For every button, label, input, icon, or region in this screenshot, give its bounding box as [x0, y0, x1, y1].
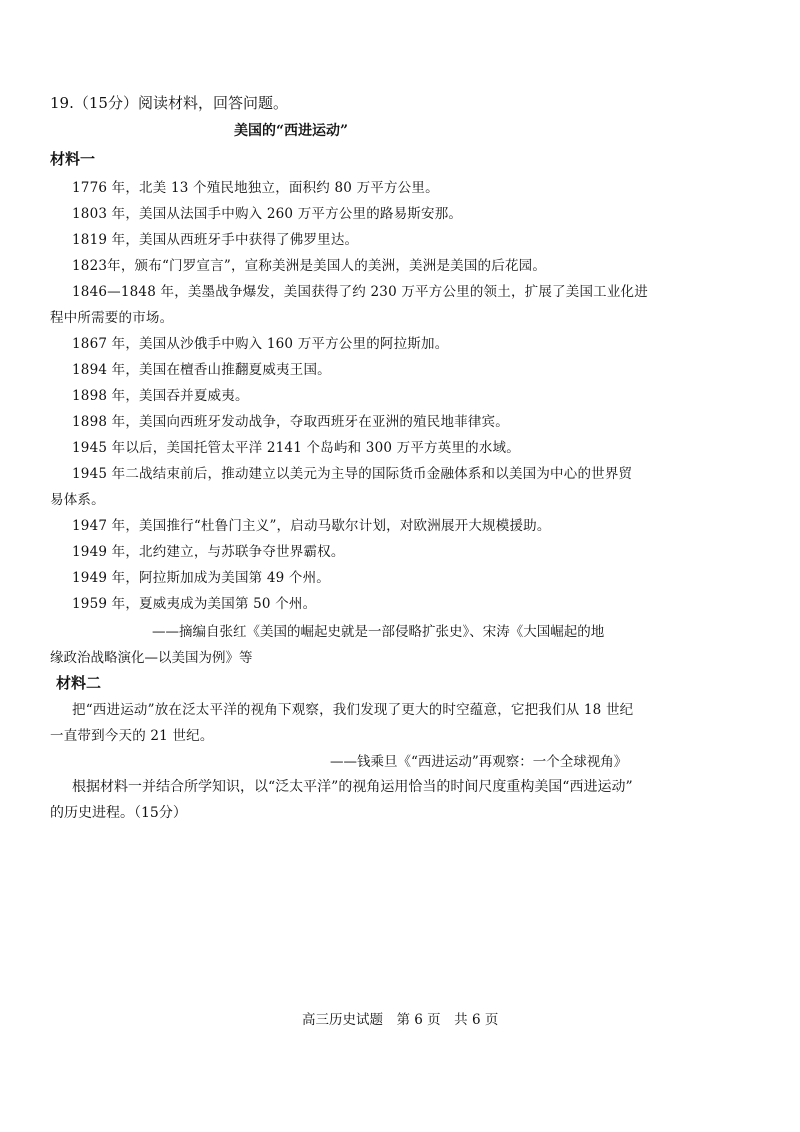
material1-source-line2: 缘政治战略演化—以美国为例》等 — [50, 650, 253, 666]
material1-entry: 1776 年，北美 13 个殖民地独立，面积约 80 万平方公里。 — [72, 180, 439, 196]
question-text-line1: 根据材料一并结合所学知识，以“泛太平洋”的视角运用恰当的时间尺度重构美国“西进运动” — [72, 779, 633, 795]
page-footer: 高三历史试题 第 6 页 共 6 页 — [302, 1012, 499, 1028]
material1-entry-continuation: 程中所需要的市场。 — [50, 310, 174, 326]
material-title: 美国的“西进运动” — [234, 123, 349, 139]
question-header: 19.（15分）阅读材料，回答问题。 — [50, 94, 288, 112]
material1-entry: 1846—1848 年，美墨战争爆发，美国获得了约 230 万平方公里的领土，扩展了美国工业化进 — [72, 284, 648, 300]
material1-entry: 1945 年二战结束前后，推动建立以美元为主导的国际货币金融体系和以美国为中心的世界贸 — [72, 466, 633, 482]
material1-entry: 1959 年，夏威夷成为美国第 50 个州。 — [72, 596, 317, 612]
material1-entry: 1898 年，美国吞并夏威夷。 — [72, 388, 249, 404]
question-text-line2: 的历史进程。（15分） — [50, 805, 187, 821]
material1-entry: 1945 年以后，美国托管太平洋 2141 个岛屿和 300 万平方英里的水域。 — [72, 440, 520, 456]
material1-heading: 材料一 — [50, 150, 96, 168]
material1-entry-continuation: 易体系。 — [50, 492, 105, 508]
material1-entry: 1867 年，美国从沙俄手中购入 160 万平方公里的阿拉斯加。 — [72, 336, 449, 352]
material1-entry: 1947 年，美国推行“杜鲁门主义”，启动马歇尔计划，对欧洲展开大规模援助。 — [72, 518, 551, 534]
material1-entry: 1949 年，阿拉斯加成为美国第 49 个州。 — [72, 570, 331, 586]
material1-source-line1: ——摘编自张红《美国的崛起史就是一部侵略扩张史》、宋涛《大国崛起的地 — [152, 624, 605, 640]
material2-text-line2: 一直带到今天的 21 世纪。 — [50, 728, 214, 744]
material2-text-line1: 把“西进运动”放在泛太平洋的视角下观察，我们发现了更大的时空蕴意，它把我们从 18 世纪 — [72, 702, 634, 718]
material1-entry: 1803 年，美国从法国手中购入 260 万平方公里的路易斯安那。 — [72, 206, 463, 222]
material1-entry: 1894 年，美国在檀香山推翻夏威夷王国。 — [72, 362, 331, 378]
material1-entry: 1823年，颁布“门罗宣言”，宣称美洲是美国人的美洲，美洲是美国的后花园。 — [72, 258, 547, 274]
material2-heading: 材料二 — [56, 674, 102, 692]
material1-entry: 1898 年，美国向西班牙发动战争，夺取西班牙在亚洲的殖民地菲律宾。 — [72, 414, 509, 430]
material1-entry: 1819 年，美国从西班牙手中获得了佛罗里达。 — [72, 232, 359, 248]
material1-entry: 1949 年，北约建立，与苏联争夺世界霸权。 — [72, 544, 345, 560]
material2-source: ——钱乘旦《“西进运动”再观察：一个全球视角》 — [330, 754, 628, 770]
